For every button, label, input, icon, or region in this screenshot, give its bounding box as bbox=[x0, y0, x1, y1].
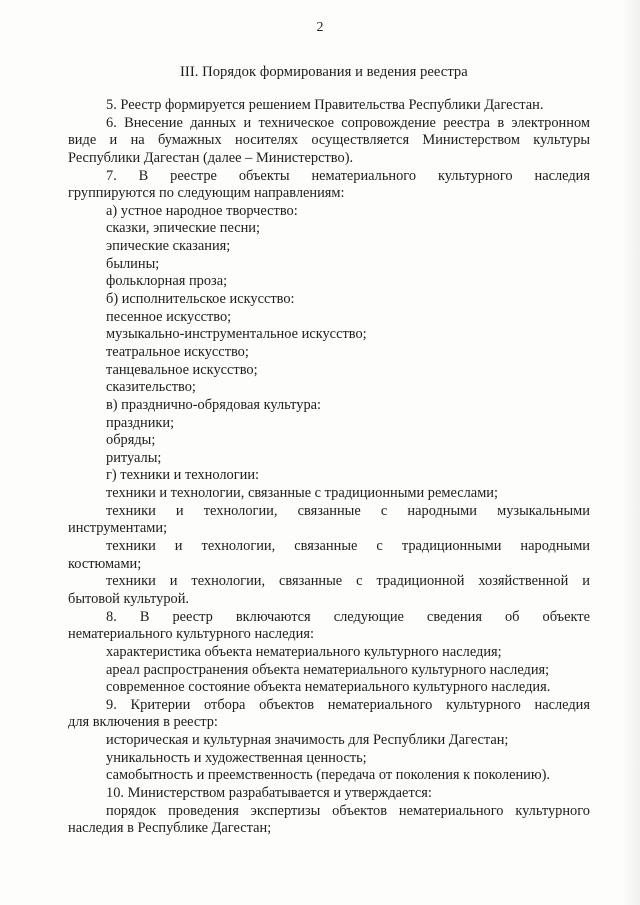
list-item: техники и технологии, связанные с традиционными народными bbox=[106, 538, 590, 555]
list-item: в) празднично-обрядовая культура: bbox=[106, 396, 322, 413]
paragraph-line: 10. Министерством разрабатывается и утверждается: bbox=[106, 784, 432, 801]
list-item: современное состояние объекта нематериального культурного наследия. bbox=[106, 679, 551, 696]
paragraph-line: 7. В реестре объекты нематериального культурного наследия bbox=[106, 167, 590, 184]
list-item: праздники; bbox=[106, 414, 175, 431]
list-item: ареал распространения объекта нематериального культурного наследия; bbox=[106, 661, 550, 678]
list-item: театральное искусство; bbox=[106, 343, 249, 360]
document-body bbox=[68, 97, 590, 838]
list-item-continuation: бытовой культурой. bbox=[68, 590, 190, 607]
list-item: музыкально-инструментальное искусство; bbox=[106, 326, 367, 343]
paragraph-line: виде и на бумажных носителях осуществляется Министерством культуры bbox=[68, 132, 590, 149]
list-item: техники и технологии, связанные с традиционной хозяйственной и bbox=[106, 573, 590, 590]
list-item: порядок проведения экспертизы объектов нематериального культурного bbox=[106, 802, 590, 819]
paragraph-line: нематериального культурного наследия: bbox=[68, 626, 314, 643]
list-item: ритуалы; bbox=[106, 449, 162, 466]
list-item: былины; bbox=[106, 255, 160, 272]
list-item: а) устное народное творчество: bbox=[106, 202, 298, 219]
page-number: 2 bbox=[316, 20, 324, 35]
list-item: танцевальное искусство; bbox=[106, 361, 258, 378]
paragraph-line: группируются по следующим направлениям: bbox=[68, 185, 345, 202]
list-item: характеристика объекта нематериального культурного наследия; bbox=[106, 643, 502, 660]
section-heading: III. Порядок формирования и ведения реестра bbox=[180, 64, 468, 80]
scan-edge-shadow bbox=[622, 0, 640, 905]
paragraph-line: 8. В реестр включаются следующие сведения об объекте bbox=[106, 608, 590, 625]
list-item-continuation: костюмами; bbox=[68, 555, 142, 572]
list-item: обряды; bbox=[106, 432, 156, 449]
list-item: самобытность и преемственность (передача от поколения к поколению). bbox=[106, 767, 551, 784]
list-item: песенное искусство; bbox=[106, 308, 232, 325]
list-item: сказки, эпические песни; bbox=[106, 220, 260, 237]
list-item: сказительство; bbox=[106, 379, 196, 396]
list-item: техники и технологии, связанные с традиционными ремеслами; bbox=[106, 485, 499, 502]
paragraph-line: 9. Критерии отбора объектов нематериального культурного наследия bbox=[106, 696, 590, 713]
paragraph-line: 5. Реестр формируется решением Правительства Республики Дагестан. bbox=[106, 97, 544, 113]
list-item: техники и технологии, связанные с народными музыкальными bbox=[106, 502, 590, 519]
list-item: б) исполнительское искусство: bbox=[106, 291, 295, 308]
paragraph-line: для включения в реестр: bbox=[68, 714, 218, 731]
list-item: эпические сказания; bbox=[106, 238, 231, 255]
list-item: фольклорная проза; bbox=[106, 273, 228, 290]
list-item: историческая и культурная значимость для Республики Дагестан; bbox=[106, 732, 509, 749]
list-item-continuation: инструментами; bbox=[68, 520, 168, 537]
list-item-continuation: наследия в Республике Дагестан; bbox=[68, 820, 272, 837]
paragraph-line: Республики Дагестан (далее – Министерство). bbox=[68, 149, 354, 166]
list-item: г) техники и технологии: bbox=[106, 467, 260, 484]
list-item: уникальность и художественная ценность; bbox=[106, 749, 367, 766]
paragraph-line: 6. Внесение данных и техническое сопровождение реестра в электронном bbox=[106, 114, 590, 131]
